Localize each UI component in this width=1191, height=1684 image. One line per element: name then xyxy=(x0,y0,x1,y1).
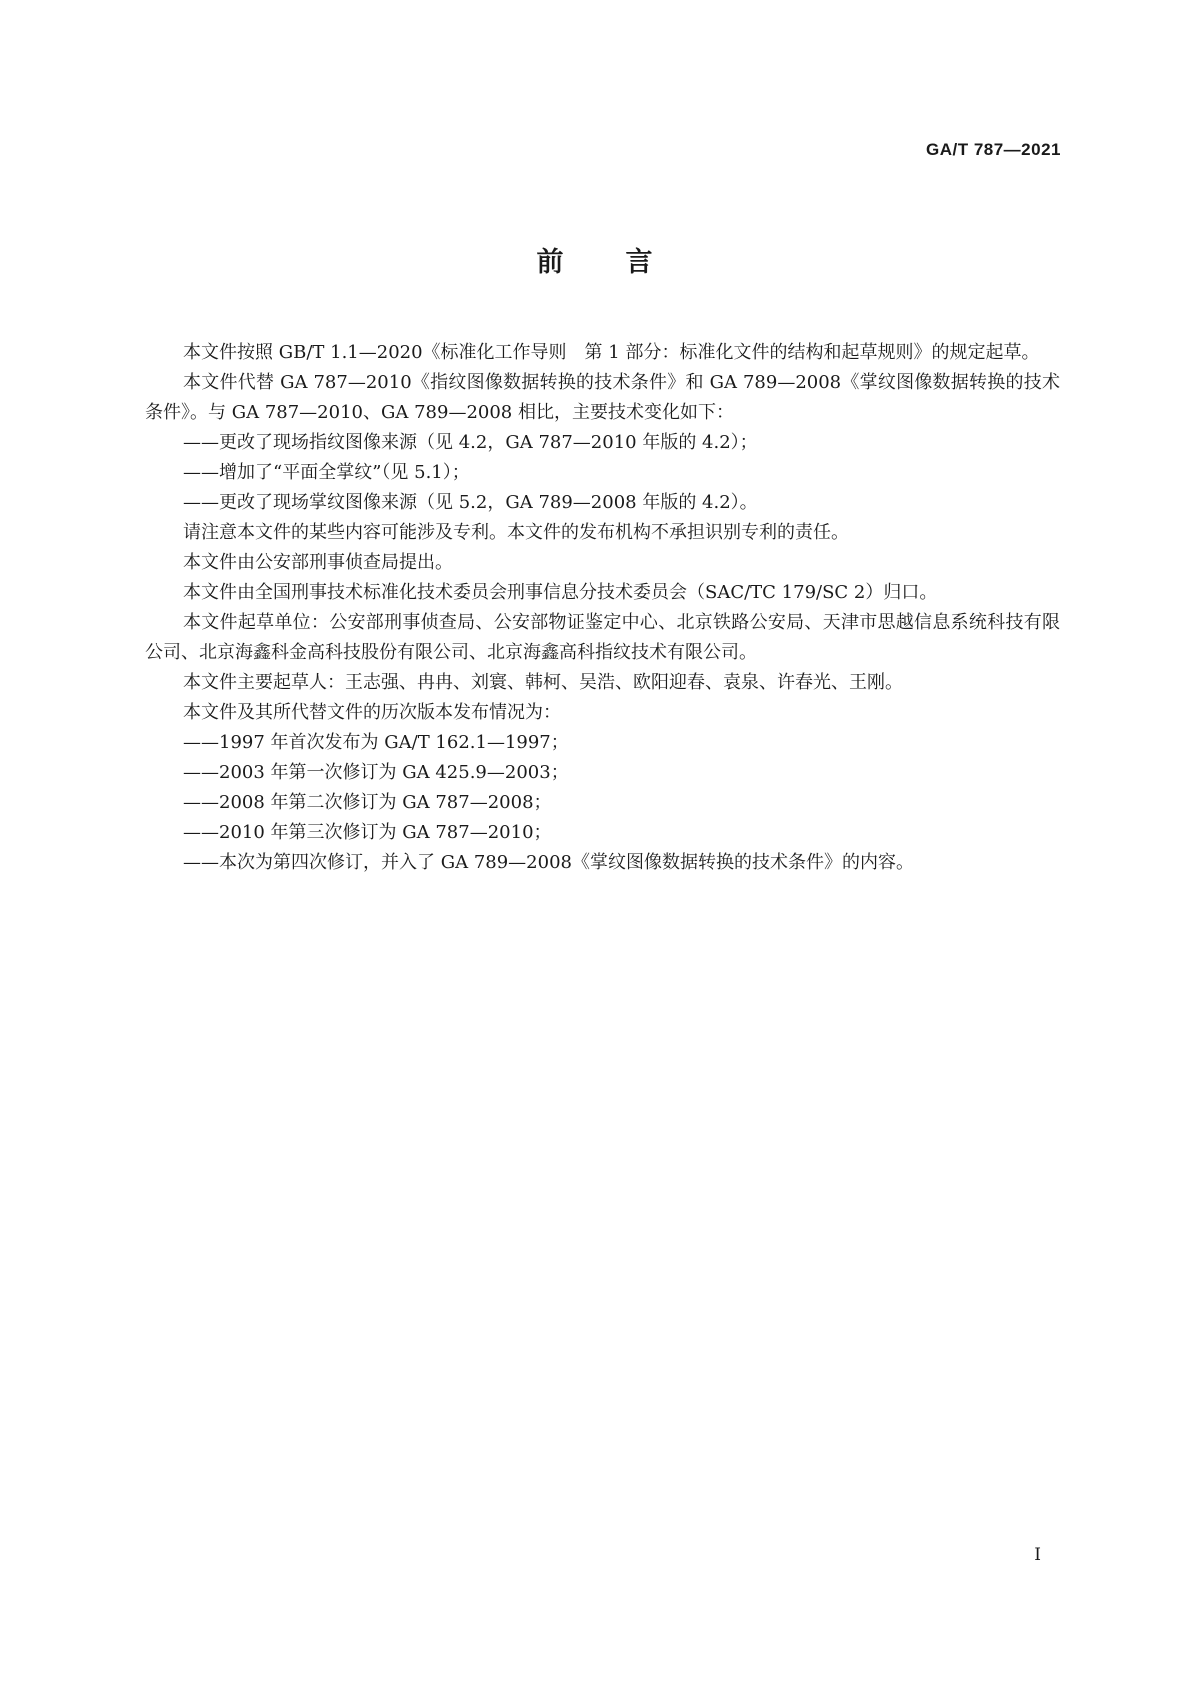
paragraph-drafting-basis: 本文件按照 GB/T 1.1—2020《标准化工作导则 第 1 部分：标准化文件的结构和起草规则》的规定起草。 xyxy=(183,342,1040,363)
foreword-body xyxy=(145,338,1060,878)
paragraph-proposer: 本文件由公安部刑事侦查局提出。 xyxy=(183,552,453,573)
paragraph-drafters: 本文件主要起草人：王志强、冉冉、刘寰、韩柯、吴浩、欧阳迎春、袁泉、许春光、王刚。 xyxy=(183,672,903,693)
page-title xyxy=(0,240,1191,279)
page-title-part-2: 言 xyxy=(625,247,655,278)
history-item: ——2008 年第二次修订为 GA 787—2008； xyxy=(183,792,552,813)
history-item: ——本次为第四次修订，并入了 GA 789—2008《掌纹图像数据转换的技术条件》的内容。 xyxy=(183,852,914,873)
document-code: GA/T 787—2021 xyxy=(925,140,1061,159)
paragraph-history-intro: 本文件及其所代替文件的历次版本发布情况为： xyxy=(183,702,561,723)
change-item: ——增加了“平面全掌纹”（见 5.1）； xyxy=(183,462,470,483)
change-item: ——更改了现场掌纹图像来源（见 5.2，GA 789—2008 年版的 4.2）。 xyxy=(183,492,758,513)
paragraph-replacement: 本文件代替 GA 787—2010《指纹图像数据转换的技术条件》和 GA 789—2008《掌纹图像数据转换的技术条件》。与 GA 787—2010、GA 789—2008 相比，主要技术变化如下： xyxy=(145,372,1060,423)
paragraph-patent-notice: 请注意本文件的某些内容可能涉及专利。本文件的发布机构不承担识别专利的责任。 xyxy=(183,522,849,543)
history-item: ——2010 年第三次修订为 GA 787—2010； xyxy=(183,822,552,843)
history-item: ——2003 年第一次修订为 GA 425.9—2003； xyxy=(183,762,569,783)
page-number: I xyxy=(1034,1545,1041,1565)
history-item: ——1997 年首次发布为 GA/T 162.1—1997； xyxy=(183,732,569,753)
paragraph-drafting-units: 本文件起草单位：公安部刑事侦查局、公安部物证鉴定中心、北京铁路公安局、天津市思越信息系统科技有限公司、北京海鑫科金高科技股份有限公司、北京海鑫高科指纹技术有限公司。 xyxy=(145,612,1060,663)
page-title-part-1: 前 xyxy=(536,247,566,278)
change-item: ——更改了现场指纹图像来源（见 4.2，GA 787—2010 年版的 4.2）； xyxy=(183,432,758,453)
paragraph-committee: 本文件由全国刑事技术标准化技术委员会刑事信息分技术委员会（SAC/TC 179/SC 2）归口。 xyxy=(183,582,938,603)
